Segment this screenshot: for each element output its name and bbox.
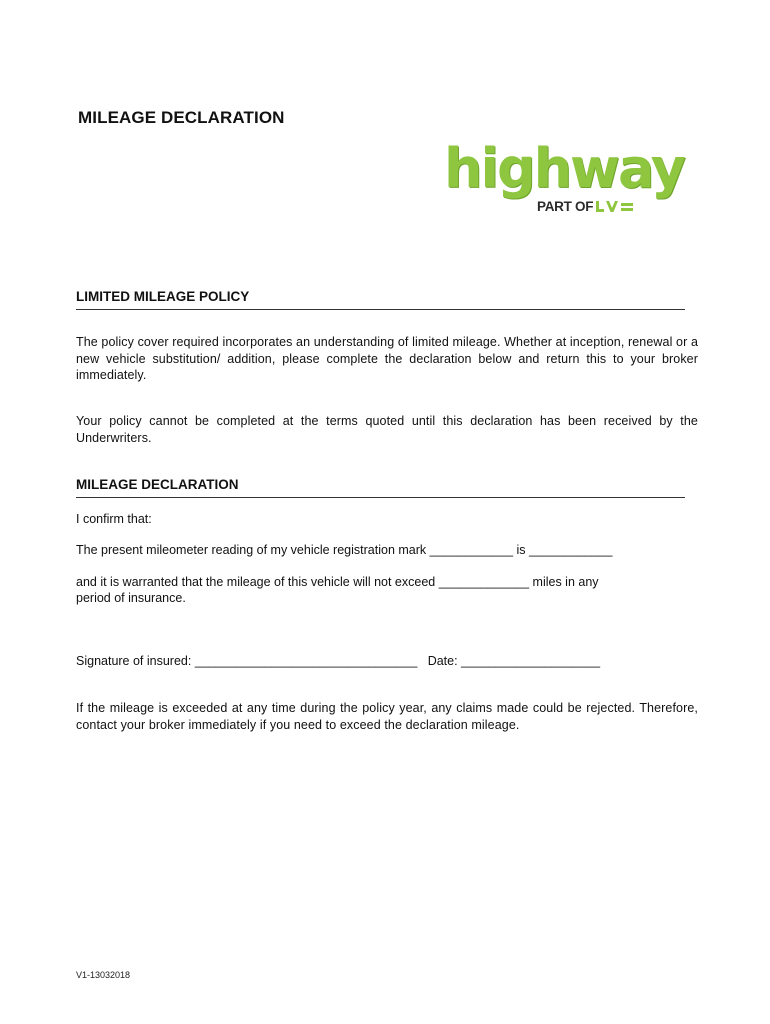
lv-logo-icon (595, 200, 635, 214)
logo-subline (537, 199, 635, 214)
confirm-text: I confirm that: (76, 512, 152, 526)
logo-wordmark: highway (444, 137, 684, 200)
document-title: MILEAGE DECLARATION (78, 108, 285, 127)
section-divider (76, 497, 685, 498)
underwriters-paragraph: Your policy cannot be completed at the terms quoted until this declaration has been received by the Underwriters. (76, 414, 698, 445)
logo-tagline: PART OF (537, 199, 594, 214)
limited-mileage-heading: LIMITED MILEAGE POLICY (76, 289, 250, 304)
section-divider (76, 309, 685, 310)
signature-line: Signature of insured: ________________________________ Date: ____________________ (76, 654, 601, 668)
highway-logo (444, 137, 694, 220)
mileometer-reading-line: The present mileometer reading of my vehicle registration mark ____________ is ____________ (76, 543, 613, 557)
declaration-heading: MILEAGE DECLARATION (76, 477, 239, 492)
warranty-line-continued: period of insurance. (76, 591, 186, 605)
version-code: V1-13032018 (76, 970, 131, 980)
policy-paragraph: The policy cover required incorporates an understanding of limited mileage. Whether at inception, renewal or a new vehicle substitution/ addition, please complete the declaration below and return this to your broker immediately. (76, 335, 698, 382)
warning-paragraph: If the mileage is exceeded at any time during the policy year, any claims made could be rejected. Therefore, contact your broker immediately if you need to exceed the declaration mileage. (76, 701, 698, 732)
warranty-line: and it is warranted that the mileage of this vehicle will not exceed _____________ miles in any (76, 575, 599, 589)
